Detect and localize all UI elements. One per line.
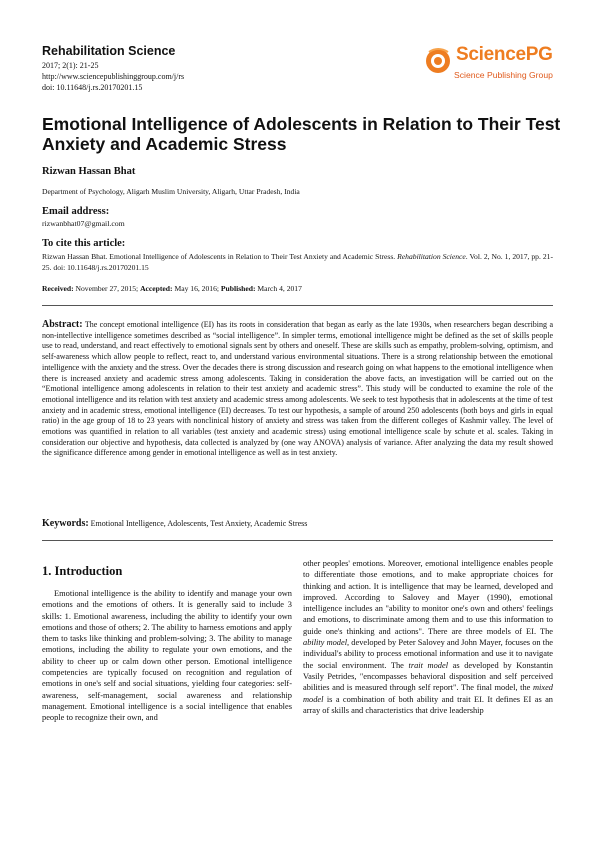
author-affiliation: Department of Psychology, Aligarh Muslim University, Aligarh, Uttar Pradesh, India <box>42 187 300 196</box>
body-text: is a combination of both ability and trait EI. It defines EI as an array of skills and characteristics that drive leadership <box>303 694 553 715</box>
article-title: Emotional Intelligence of Adolescents in Relation to Their Test Anxiety and Academic Stress <box>42 114 561 154</box>
abstract-label: Abstract: <box>42 319 83 330</box>
journal-volume: 2017; 2(1): 21-25 <box>42 61 99 70</box>
abstract <box>42 320 553 459</box>
sciencepg-logo-icon <box>424 44 458 78</box>
article-dates <box>42 284 302 293</box>
body-column-left: Emotional intelligence is the ability to identify and manage your own emotions and the emotions of others. It is generally said to include 3 skills: 1. Emotional awareness, including the ability to identify your own emotions and those of others; 2. The ability to harness emotions and apply them to tasks like thinking and problem-solving; 3. The ability to manage emotions, including the ability to regulate your own emotions, and the ability to cheer up or calm down other person. Emotional intelligence competencies are typically focused on recognition and regulation of emotions in one's self and social situations, yielding four categories: self-awareness, self-management, social awareness and relationship management. Emotional intelligence is a social intelligence that enables people to recognize their own, and <box>42 589 292 723</box>
author-name: Rizwan Hassan Bhat <box>42 166 136 177</box>
citation-journal: Rehabilitation Science <box>397 252 466 261</box>
accepted-date: May 16, 2016; <box>174 284 219 293</box>
divider <box>42 305 553 306</box>
citation-part: Rizwan Hassan Bhat. Emotional Intelligence of Adolescents in Relation to Their Test Anxiety and Academic Stress. <box>42 252 398 261</box>
journal-doi: doi: 10.11648/j.rs.20170201.15 <box>42 83 143 92</box>
keywords-text: Emotional Intelligence, Adolescents, Test Anxiety, Academic Stress <box>90 519 308 528</box>
published-date: March 4, 2017 <box>257 284 302 293</box>
section-heading: 1. Introduction <box>42 564 123 578</box>
body-text: other peoples' emotions. Moreover, emotional intelligence enables people to differentiate those emotions, and to make appropriate choices for thinking and action. It is intelligence that may be learned, developed and improved. According to Salovey and Mayer (1990), emotional intelligence includes an "ability to monitor one's own and others' feelings and emotions, to discriminate among them and to use this information to guide one's thinking and actions". There are three models of EI. The <box>303 559 553 636</box>
journal-url[interactable]: http://www.sciencepublishinggroup.com/j/rs <box>42 72 185 81</box>
abstract-text: The concept emotional intelligence (EI) has its roots in consideration that began as early as the late 1930s, when researchers began describing a non-intellective intelligence sometimes described as “social intelligence”. In simpler terms, emotional intelligence might be defined as the set of skills people use to read, understand, and react effectively to emotional signals sent by others and oneself. These are skills such as empathy, problem-solving, optimism, and self-awareness which allow people to reflect, react to, and understand various environmental situations. There is a strong relationship between the emotional intelligence with the anxiety and the stress. Over the decades there is strong discussion and research going on what happens to the emotional intelligence when there is increased anxiety and academic stress among adolescents. Taking in consideration the above facts, an investigation will be carried out on the “Emotional intelligence among adolescents in relation to their test anxiety and academic stress”. This study will be conducted to examine the role of the emotional intelligence and its relation with test anxiety and academic stress among adolescents. We seek to test hypothesis that in adolescents at the time of test anxiety and in academic stress, emotional intelligence (EI) decreases. To test our hypothesis, a sample of around 250 adolescents (both boys and girls in equal ratio) in the age group of 18 to 23 years with nonclinical history of anxiety and stress was taken from the different colleges of Kashmir valley. The level of emotions was quantified in relation to all variables (test anxiety and academic stress) using emotional intelligence scale by schute et al. scales. Taking in consideration our objective and hypothesis, data collected is analyzed by (one way ANOVA) analysis of variance. After analyzing the data my result showed the significance difference among gender in emotional intelligence as well as in test anxiety. <box>42 320 553 458</box>
body-term: trait model <box>408 660 449 670</box>
publisher-tagline: Science Publishing Group <box>454 70 553 80</box>
publisher-logo[interactable] <box>424 40 560 90</box>
received-label: Received: <box>42 284 74 293</box>
received-date: November 27, 2015; <box>75 284 139 293</box>
cite-label: To cite this article: <box>42 238 126 249</box>
divider <box>42 540 553 541</box>
body-term: mixed model <box>303 683 553 704</box>
journal-name: Rehabilitation Science <box>42 44 176 58</box>
citation-part: . Vol. 2, No. 1, 2017, pp. 21-25. doi: 10.11648/j.rs.20170201.15 <box>42 252 553 272</box>
email-label: Email address: <box>42 206 110 217</box>
body-term: ability model <box>303 638 348 648</box>
body-text: , developed by Peter Salovey and John Mayer, focuses on the individual's ability to process emotional information and use it to navigate the social environment. The <box>303 638 553 670</box>
email-address[interactable]: rizwanbhat07@gmail.com <box>42 219 125 228</box>
keywords-label: Keywords: <box>42 518 89 529</box>
keywords <box>42 518 553 529</box>
published-label: Published: <box>220 284 256 293</box>
body-text: as developed by Konstantin Vasily Petrides, "encompasses behavioral disposition and self perceived abilities and is measured through self report". The final model, the <box>303 660 553 693</box>
publisher-name: SciencePG <box>456 44 553 65</box>
accepted-label: Accepted: <box>140 284 173 293</box>
citation-text <box>42 251 553 273</box>
body-column-right <box>303 558 553 716</box>
journal-meta <box>42 60 184 93</box>
